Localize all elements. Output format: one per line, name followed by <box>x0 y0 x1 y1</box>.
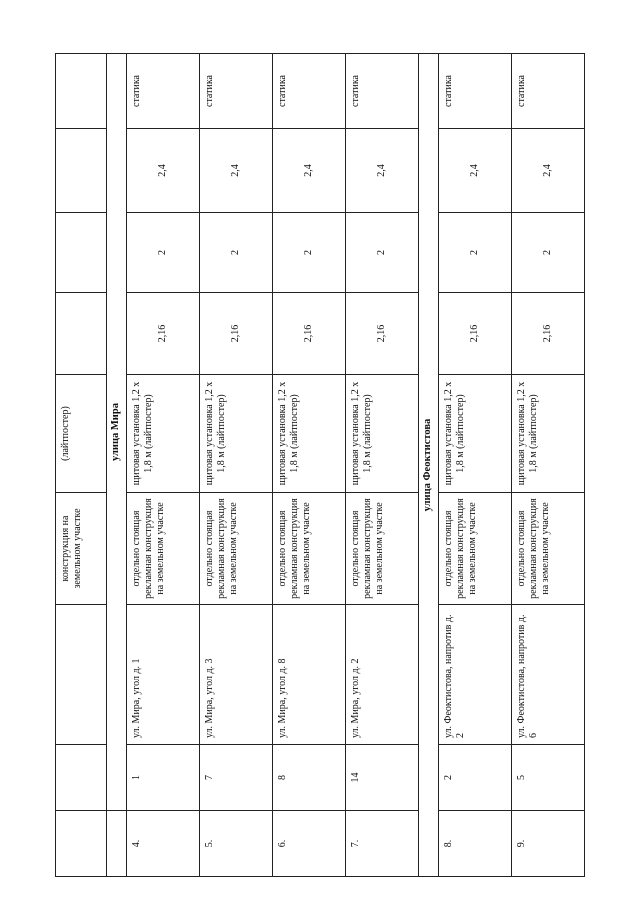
header-cell-empty <box>56 745 107 811</box>
row-sides: 2 <box>272 213 345 293</box>
row-index: 4. <box>126 811 199 877</box>
row-area: 2,16 <box>345 293 418 375</box>
row-sides: 2 <box>345 213 418 293</box>
row-sides: 2 <box>199 213 272 293</box>
table-row <box>199 54 272 877</box>
row-area: 2,16 <box>272 293 345 375</box>
row-total: 2,4 <box>199 129 272 213</box>
section-blank-cell <box>106 811 126 877</box>
row-format: щитовая установка 1,2 х 1,8 м (лайтпостер) <box>126 375 199 493</box>
row-format: щитовая установка 1,2 х 1,8 м (лайтпостер) <box>511 375 584 493</box>
row-format: щитовая установка 1,2 х 1,8 м (лайтпостер) <box>345 375 418 493</box>
row-area: 2,16 <box>511 293 584 375</box>
row-number: 8 <box>272 745 345 811</box>
row-kind: статика <box>199 54 272 129</box>
section-title: улица Мира <box>106 54 126 811</box>
table-row <box>126 54 199 877</box>
header-type-label: конструкция на земельном участке <box>56 493 107 605</box>
row-type: отдельно стоящая рекламная конструкция на земельном участке <box>345 493 418 605</box>
header-row <box>56 54 107 877</box>
header-cell-empty <box>56 293 107 375</box>
section-row <box>418 54 438 877</box>
row-type: отдельно стоящая рекламная конструкция на земельном участке <box>126 493 199 605</box>
row-index: 9. <box>511 811 584 877</box>
row-kind: статика <box>438 54 511 129</box>
section-row <box>106 54 126 877</box>
row-type: отдельно стоящая рекламная конструкция на земельном участке <box>272 493 345 605</box>
row-sides: 2 <box>126 213 199 293</box>
row-number: 1 <box>126 745 199 811</box>
header-cell-empty <box>56 605 107 745</box>
row-kind: статика <box>345 54 418 129</box>
row-area: 2,16 <box>199 293 272 375</box>
row-number: 7 <box>199 745 272 811</box>
advertising-structures-table <box>55 53 585 877</box>
row-kind: статика <box>126 54 199 129</box>
row-address: ул. Феоктистова, напротив д. 6 <box>511 605 584 745</box>
row-total: 2,4 <box>272 129 345 213</box>
section-title: улица Феоктистова <box>418 54 438 877</box>
row-format: щитовая установка 1,2 х 1,8 м (лайтпостер) <box>438 375 511 493</box>
table-row <box>438 54 511 877</box>
row-number: 5 <box>511 745 584 811</box>
row-sides: 2 <box>438 213 511 293</box>
table-row <box>272 54 345 877</box>
row-total: 2,4 <box>511 129 584 213</box>
row-format: щитовая установка 1,2 х 1,8 м (лайтпостер) <box>199 375 272 493</box>
header-cell-empty <box>56 811 107 877</box>
row-total: 2,4 <box>438 129 511 213</box>
row-index: 6. <box>272 811 345 877</box>
row-format: щитовая установка 1,2 х 1,8 м (лайтпостер) <box>272 375 345 493</box>
row-index: 7. <box>345 811 418 877</box>
row-type: отдельно стоящая рекламная конструкция на земельном участке <box>511 493 584 605</box>
row-index: 8. <box>438 811 511 877</box>
row-address: ул. Феоктистова, напротив д. 2 <box>438 605 511 745</box>
header-cell-empty <box>56 213 107 293</box>
row-address: ул. Мира, угол д. 1 <box>126 605 199 745</box>
header-cell-empty <box>56 54 107 129</box>
row-type: отдельно стоящая рекламная конструкция на земельном участке <box>438 493 511 605</box>
header-cell-empty <box>56 129 107 213</box>
row-type: отдельно стоящая рекламная конструкция на земельном участке <box>199 493 272 605</box>
row-number: 14 <box>345 745 418 811</box>
row-kind: статика <box>511 54 584 129</box>
table-row <box>345 54 418 877</box>
row-sides: 2 <box>511 213 584 293</box>
row-kind: статика <box>272 54 345 129</box>
row-index: 5. <box>199 811 272 877</box>
row-address: ул. Мира, угол д. 3 <box>199 605 272 745</box>
header-format-label: (лайтпостер) <box>56 375 107 493</box>
row-area: 2,16 <box>438 293 511 375</box>
row-number: 2 <box>438 745 511 811</box>
row-address: ул. Мира, угол д. 2 <box>345 605 418 745</box>
row-area: 2,16 <box>126 293 199 375</box>
row-address: ул. Мира, угол д. 8 <box>272 605 345 745</box>
row-total: 2,4 <box>345 129 418 213</box>
table-row <box>511 54 584 877</box>
row-total: 2,4 <box>126 129 199 213</box>
